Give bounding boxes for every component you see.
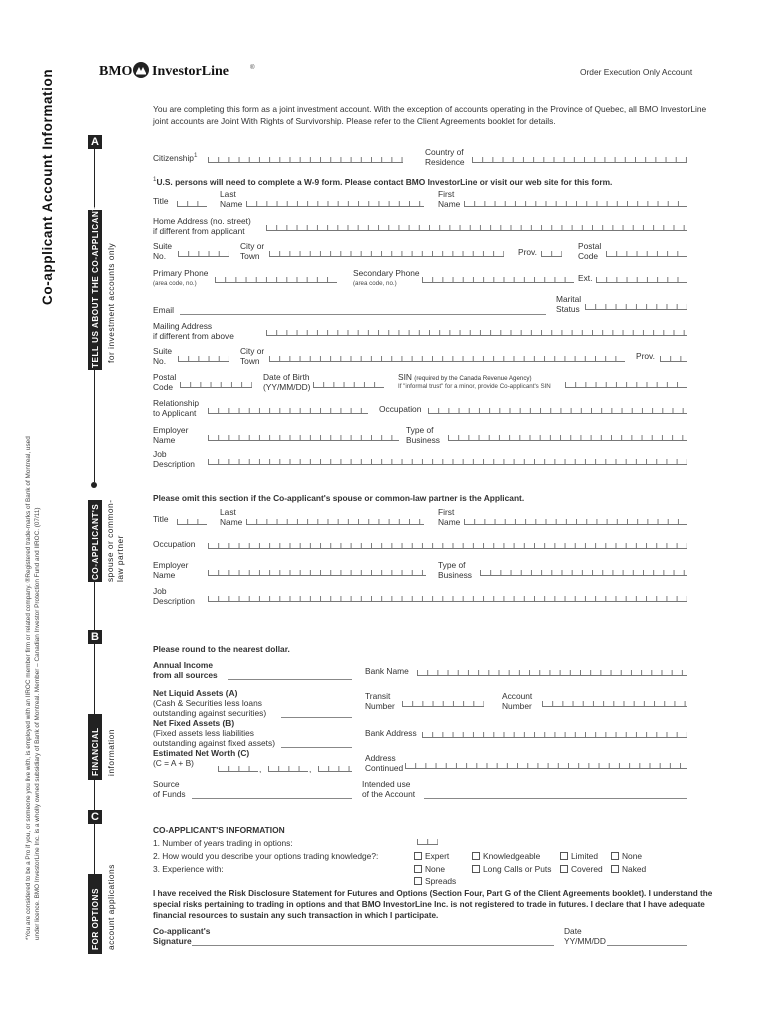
section-a-side-sub: for investment accounts only <box>106 242 116 363</box>
prov-label: Prov. <box>518 247 537 257</box>
nla-field[interactable] <box>281 717 352 718</box>
mailing-suite-label-2: No. <box>153 356 167 366</box>
spouse-employer-field[interactable] <box>208 563 426 576</box>
citizenship-label: Citizenship$^1$ <box>153 152 198 163</box>
section-b-side-sub: information <box>106 729 116 776</box>
section-a-side-label: TELL US ABOUT THE CO-APPLICANT <box>91 205 100 368</box>
date-field[interactable] <box>607 945 687 946</box>
reg-mark: ® <box>250 64 255 71</box>
naked-label: Naked <box>622 864 647 874</box>
section-c-side-sub: account applications <box>106 864 116 950</box>
spouse-first-name-label-1: First <box>438 507 455 517</box>
mailing-prov-label: Prov. <box>636 351 655 361</box>
marital-field[interactable] <box>585 297 687 310</box>
long-calls-checkbox[interactable] <box>472 865 480 873</box>
spreads-checkbox[interactable] <box>414 877 422 885</box>
city-label-2: Town <box>240 251 260 261</box>
bank-name-label: Bank Name <box>365 666 409 676</box>
address-continued-field[interactable] <box>405 756 687 769</box>
primary-area-code-label: (area code, no.) <box>153 280 197 287</box>
expert-checkbox[interactable] <box>414 852 422 860</box>
job-label-2: Description <box>153 459 195 469</box>
title-label: Title <box>153 196 169 206</box>
title-field[interactable] <box>177 194 207 207</box>
postal-field[interactable] <box>606 244 687 257</box>
dob-label-1: Date of Birth <box>263 372 310 382</box>
spouse-title-field[interactable] <box>177 512 207 525</box>
account-field[interactable] <box>542 694 687 707</box>
ext-field[interactable] <box>596 270 687 283</box>
logo-investorline: InvestorLine <box>152 64 229 79</box>
sin-field[interactable] <box>565 375 687 388</box>
enw-comma-2: , <box>309 764 312 774</box>
address-continued-label-1: Address <box>365 753 396 763</box>
job-description-field[interactable] <box>208 452 687 465</box>
employer-field[interactable] <box>208 428 399 441</box>
long-calls-label: Long Calls or Puts <box>483 864 552 874</box>
account-label-1: Account <box>502 691 533 701</box>
nfa-label-2: (Fixed assets less liabilities <box>153 728 254 738</box>
nla-label-2: (Cash & Securities less loans <box>153 698 262 708</box>
bmo-roundel-icon <box>133 62 149 78</box>
spreads-label: Spreads <box>425 876 457 886</box>
mailing-address-field[interactable] <box>266 323 687 336</box>
primary-phone-field[interactable] <box>215 270 337 283</box>
suite-label-2: No. <box>153 251 167 261</box>
date-label-2: YY/MM/DD <box>564 936 606 946</box>
signature-label-2: Signature <box>153 936 192 946</box>
account-label-2: Number <box>502 701 532 711</box>
spouse-type-business-label-1: Type of <box>438 560 466 570</box>
marital-label-1: Marital <box>556 294 582 304</box>
email-label: Email <box>153 305 174 315</box>
employer-label-1: Employer <box>153 425 189 435</box>
spouse-employer-label-2: Name <box>153 570 176 580</box>
email-field[interactable] <box>180 314 546 315</box>
dob-field[interactable] <box>313 375 384 388</box>
relationship-field[interactable] <box>208 401 368 414</box>
address-continued-label-2: Continued <box>365 763 404 773</box>
source-funds-field[interactable] <box>192 798 352 799</box>
mailing-city-label-2: Town <box>240 356 260 366</box>
spouse-type-business-field[interactable] <box>480 563 687 576</box>
spouse-job-label-2: Description <box>153 596 195 606</box>
prov-field[interactable] <box>541 244 562 257</box>
transit-label-1: Transit <box>365 691 391 701</box>
risk-statement: I have received the Risk Disclosure Statement for Futures and Options (Section Four, Part G of the Client Agreements booklet). I understand the special risks pertaining to trading in options and that BMO InvestorLine Inc. is not registered to trade in futures. I declare that I have adequate financial resources to sustain any such transaction in which I participate. <box>153 889 713 920</box>
sidebar-line <box>94 824 95 874</box>
enw-field-1[interactable] <box>218 759 258 772</box>
sidebar-line <box>94 582 95 632</box>
type-business-field[interactable] <box>448 428 687 441</box>
transit-field[interactable] <box>402 694 484 707</box>
employer-label-2: Name <box>153 435 176 445</box>
section-c-letter: C <box>88 810 102 824</box>
covered-label: Covered <box>571 864 603 874</box>
section-b-letter: B <box>88 630 102 644</box>
knowledgeable-checkbox[interactable] <box>472 852 480 860</box>
transit-label-2: Number <box>365 701 395 711</box>
side-title: Co-applicant Account Information <box>40 68 55 305</box>
intended-use-label-1: Intended use <box>362 779 411 789</box>
spouse-first-name-label-2: Name <box>438 517 461 527</box>
none-knowledge-label: None <box>622 851 643 861</box>
occupation-label: Occupation <box>379 404 422 414</box>
type-business-label-1: Type of <box>406 425 434 435</box>
spouse-job-label-1: Job <box>153 586 167 596</box>
spouse-last-name-label-1: Last <box>220 507 236 517</box>
country-residence-label-1: Country of <box>425 147 464 157</box>
annual-income-label-2: from all sources <box>153 670 218 680</box>
home-address-field[interactable] <box>266 218 687 231</box>
spouse-side-sub: spouse or common- law partner <box>105 499 125 582</box>
spouse-occupation-field[interactable] <box>208 536 687 549</box>
page-subtitle: Order Execution Only Account <box>580 67 693 77</box>
options-q1: 1. Number of years trading in options: <box>153 838 293 848</box>
date-label-1: Date <box>564 926 582 936</box>
mailing-postal-label-2: Code <box>153 382 174 392</box>
bank-name-field[interactable] <box>417 663 687 676</box>
sidebar-line <box>94 149 95 209</box>
first-name-label-2: Name <box>438 199 461 209</box>
ext-label: Ext. <box>578 273 593 283</box>
mailing-city-field[interactable] <box>269 349 625 362</box>
none-knowledge-checkbox[interactable] <box>611 852 619 860</box>
covered-checkbox[interactable] <box>560 865 568 873</box>
secondary-phone-label: Secondary Phone <box>353 268 420 278</box>
primary-phone-label: Primary Phone <box>153 268 209 278</box>
spouse-last-name-label-2: Name <box>220 517 243 527</box>
section-c-side-label: FOR OPTIONS <box>91 888 100 950</box>
options-q2: 2. How would you describe your options trading knowledge?: <box>153 851 379 861</box>
enw-comma-1: , <box>259 764 262 774</box>
sidebar-dot <box>91 482 97 488</box>
nfa-label-3: outstanding against fixed assets) <box>153 738 275 748</box>
country-residence-label-2: Residence <box>425 157 465 167</box>
secondary-phone-field[interactable] <box>422 270 574 283</box>
suite-field[interactable] <box>178 244 229 257</box>
options-q3: 3. Experience with: <box>153 864 224 874</box>
nla-label-1: Net Liquid Assets (A) <box>153 688 238 698</box>
nfa-label-1: Net Fixed Assets (B) <box>153 718 235 728</box>
nla-label-3: outstanding against securities) <box>153 708 267 718</box>
spouse-side-label: CO-APPLICANT'S <box>91 503 100 580</box>
first-name-field[interactable] <box>464 194 687 207</box>
naked-checkbox[interactable] <box>611 865 619 873</box>
annual-income-field[interactable] <box>228 679 352 680</box>
spouse-note: Please omit this section if the Co-applicant's spouse or common-law partner is the Applicant. <box>153 493 525 503</box>
intro-text: You are completing this form as a joint investment account. With the exception of accounts operating in the Province of Quebec, all BMO InvestorLine joint accounts are Joint With Rights of Survivorship. Please refer to the Client Agreements booklet for details. <box>153 104 707 126</box>
city-field[interactable] <box>269 244 504 257</box>
sidebar-line <box>94 644 95 714</box>
knowledgeable-label: Knowledgeable <box>483 851 541 861</box>
home-address-label-2: if different from applicant <box>153 226 245 236</box>
bank-address-field[interactable] <box>422 725 687 738</box>
us-note: $^1$U.S. persons will need to complete a W-9 form. Please contact BMO InvestorLine or visit our web site for this form. <box>153 176 613 187</box>
limited-label: Limited <box>571 851 598 861</box>
enw-field-3[interactable] <box>318 759 352 772</box>
nfa-field[interactable] <box>281 747 352 748</box>
expert-label: Expert <box>425 851 450 861</box>
mailing-postal-field[interactable] <box>180 375 252 388</box>
type-business-label-2: Business <box>406 435 440 445</box>
disclaimer-text: *You are considered to be a Pro if you, or someone you live with, is employed with an IIROC member firm or related company. ®Registered trade-marks of Bank of Montreal, used under licence. BMO InvestorLine Inc. is a wholly owned subsidiary of Bank of Montreal. Member – Canadian Investor Protection Fund and IIROC. (07/11) <box>25 436 41 940</box>
last-name-label-2: Name <box>220 199 243 209</box>
limited-checkbox[interactable] <box>560 852 568 860</box>
sidebar-line <box>94 780 95 810</box>
sidebar-line <box>94 370 95 482</box>
job-label-1: Job <box>153 449 167 459</box>
postal-label-1: Postal <box>578 241 602 251</box>
mailing-suite-field[interactable] <box>178 349 229 362</box>
options-years-field[interactable] <box>417 832 438 845</box>
mailing-label-1: Mailing Address <box>153 321 213 331</box>
spouse-employer-label-1: Employer <box>153 560 189 570</box>
options-heading: CO-APPLICANT'S INFORMATION <box>153 825 285 835</box>
marital-label-2: Status <box>556 304 580 314</box>
source-funds-label-2: of Funds <box>153 789 186 799</box>
mailing-label-2: if different from above <box>153 331 234 341</box>
none-experience-checkbox[interactable] <box>414 865 422 873</box>
mailing-prov-field[interactable] <box>660 349 687 362</box>
intended-use-field[interactable] <box>424 798 687 799</box>
secondary-area-code-label: (area code, no.) <box>353 280 397 287</box>
annual-income-label-1: Annual Income <box>153 660 214 670</box>
city-label-1: City or <box>240 241 265 251</box>
enw-field-2[interactable] <box>268 759 308 772</box>
none-experience-label: None <box>425 864 446 874</box>
sin-note-2: If "informal trust" for a minor, provide Co-applicant's SIN <box>398 383 551 390</box>
mailing-postal-label-1: Postal <box>153 372 177 382</box>
bank-address-label: Bank Address <box>365 728 417 738</box>
logo-bmo: BMO <box>99 64 133 79</box>
first-name-label-1: First <box>438 189 455 199</box>
relationship-label-1: Relationship <box>153 398 200 408</box>
spouse-occupation-label: Occupation <box>153 539 196 549</box>
home-address-label-1: Home Address (no. street) <box>153 216 251 226</box>
last-name-field[interactable] <box>246 194 424 207</box>
spouse-first-name-field[interactable] <box>464 512 687 525</box>
enw-label-1: Estimated Net Worth (C) <box>153 748 250 758</box>
section-b-side-label: FINANCIAL <box>91 727 100 776</box>
enw-label-2: (C = A + B) <box>153 758 194 768</box>
mailing-suite-label-1: Suite <box>153 346 173 356</box>
source-funds-label-1: Source <box>153 779 180 789</box>
mailing-city-label-1: City or <box>240 346 265 356</box>
occupation-field[interactable] <box>428 401 687 414</box>
spouse-title-label: Title <box>153 514 169 524</box>
spouse-type-business-label-2: Business <box>438 570 472 580</box>
spouse-last-name-field[interactable] <box>246 512 424 525</box>
intended-use-label-2: of the Account <box>362 789 416 799</box>
signature-label-1: Co-applicant's <box>153 926 211 936</box>
suite-label-1: Suite <box>153 241 173 251</box>
sin-label: SIN (required by the Canada Revenue Agency) <box>398 372 532 382</box>
citizenship-field[interactable] <box>208 150 403 163</box>
last-name-label-1: Last <box>220 189 236 199</box>
spouse-job-description-field[interactable] <box>208 589 687 602</box>
signature-field[interactable] <box>192 945 554 946</box>
round-note: Please round to the nearest dollar. <box>153 644 290 654</box>
section-a-letter: A <box>88 135 102 149</box>
dob-label-2: (YY/MM/DD) <box>263 382 311 392</box>
country-residence-field[interactable] <box>472 150 687 163</box>
postal-label-2: Code <box>578 251 599 261</box>
relationship-label-2: to Applicant <box>153 408 197 418</box>
